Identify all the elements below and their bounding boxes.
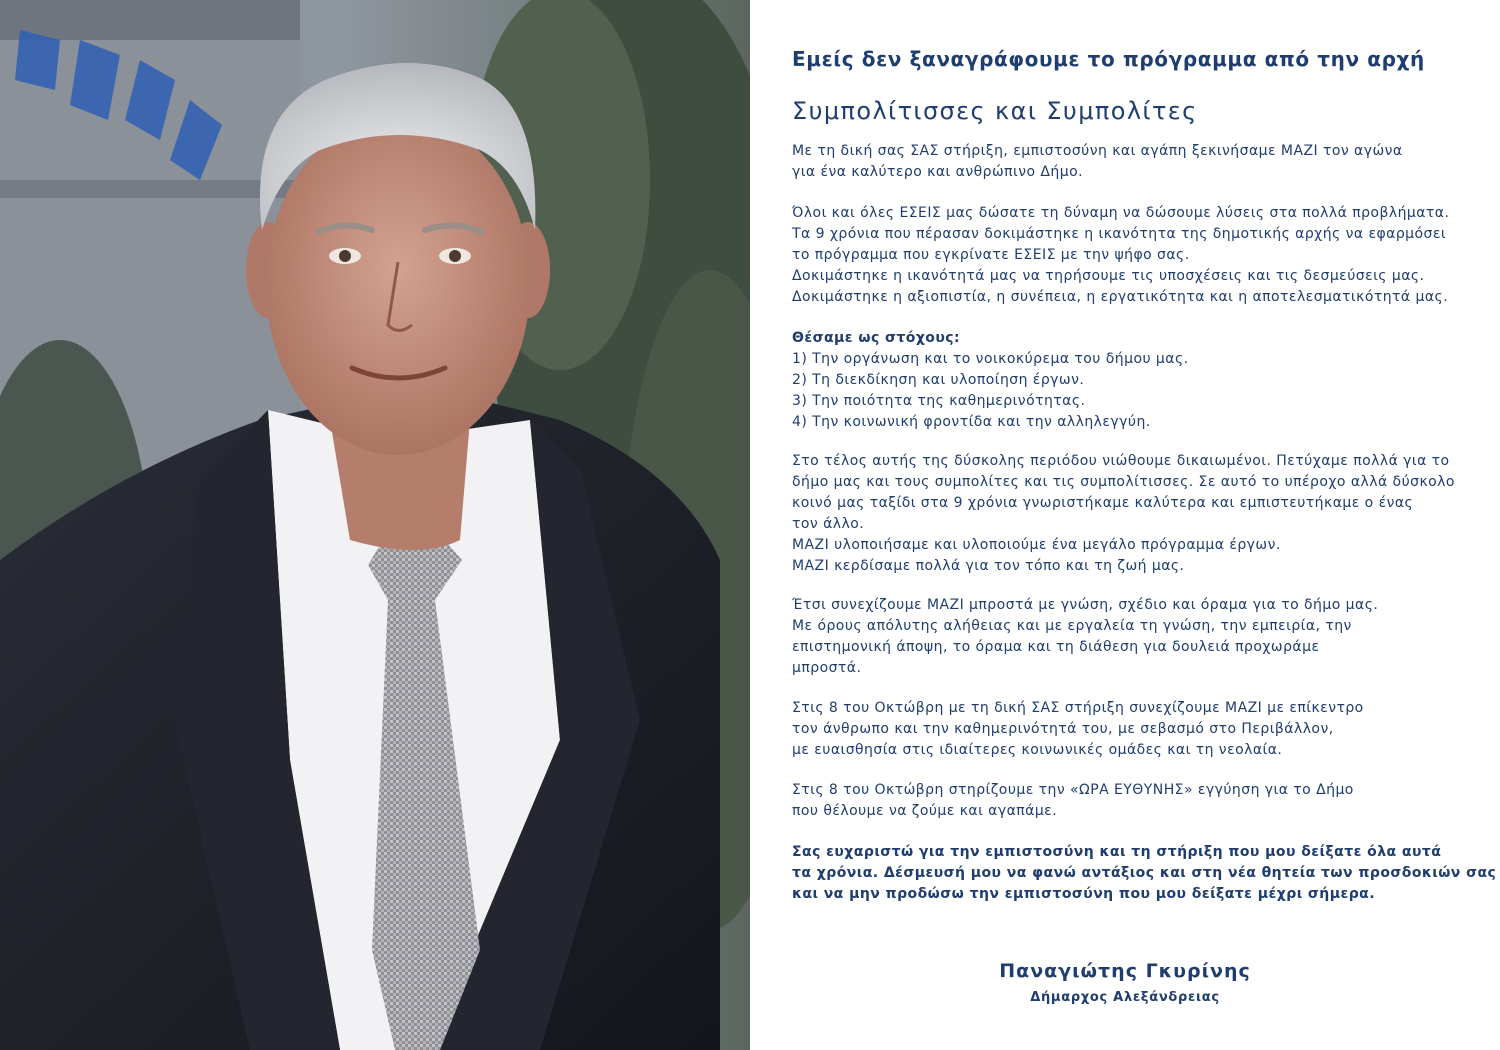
goals-heading: Θέσαμε ως στόχους: <box>792 330 961 346</box>
letter-title: Συμπολίτισσες και Συμπολίτες <box>792 97 1198 125</box>
letter-subtitle: Εμείς δεν ξαναγράφουμε το πρόγραμμα από την αρχή <box>792 47 1425 71</box>
goal-item: 1) Την οργάνωση και το νοικοκύρεμα του δήμου μας. <box>792 351 1189 367</box>
signature-name: Παναγιώτης Γκυρίνης <box>999 960 1251 982</box>
paragraph-support: Με τη δική σας ΣΑΣ στήριξη, εμπιστοσύνη και αγάπη ξεκινήσαμε ΜΑΖΙ τον αγώνα για ένα καλύτερο και ανθρώπινο Δήμο. <box>792 143 1403 180</box>
paragraph-election-date: Στις 8 του Οκτώβρη με τη δική ΣΑΣ στήριξη συνεχίζουμε ΜΑΖΙ με επίκεντρο τον άνθρωπο και την καθημερινότητά του, με σεβασμό στο Περιβάλλον, με ευαισθησία στις ιδιαίτερες κοινωνικές ομάδες και τη νεολαία. <box>792 700 1364 758</box>
paragraph-thanks: Σας ευχαριστώ για την εμπιστοσύνη και τη στήριξη που μου δείξατε όλα αυτά τα χρόνια. Δέσμευσή μου να φανώ αντάξιος και στη νέα θητεία των προσδοκιών σας και να μην προδώσω την εμπιστοσύνη που μου δείξατε μέχρι σήμερα. <box>792 844 1497 902</box>
letter-text-panel <box>750 0 1500 1050</box>
goals-list <box>792 328 1189 433</box>
signature-role: Δήμαρχος Αλεξάνδρειας <box>1030 990 1220 1005</box>
goal-item: 4) Την κοινωνική φροντίδα και την αλληλεγγύη. <box>792 414 1151 430</box>
paragraph-vision: Έτσι συνεχίζουμε ΜΑΖΙ μπροστά με γνώση, σχέδιο και όραμα για το δήμο μας. Με όρους απόλυτης αλήθειας και με εργαλεία τη γνώση, την εμπειρία, την επιστημονική άποψη, το όραμα και τη διάθεση για δουλειά προχωράμε μπροστά. <box>792 597 1379 676</box>
paragraph-record: Όλοι και όλες ΕΣΕΙΣ μας δώσατε τη δύναμη να δώσουμε λύσεις στα πολλά προβλήματα. Τα 9 χρόνια που πέρασαν δοκιμάστηκε η ικανότητα της δημοτικής αρχής να εφαρμόσει το πρόγραμμα που εγκρίνατε ΕΣΕΙΣ με την ψήφο σας. Δοκιμάστηκε η ικανότητά μας να τηρήσουμε τις υποσχέσεις και τις δεσμεύσεις μας. Δοκιμάστηκε η αξιοπιστία, η συνέπεια, η εργατικότητα και η αποτελεσματικότητά μας. <box>792 205 1450 305</box>
paragraph-support-call: Στις 8 του Οκτώβρη στηρίζουμε την «ΩΡΑ ΕΥΘΥΝΗΣ» εγγύηση για το Δήμο που θέλουμε να ζούμε και αγαπάμε. <box>792 782 1354 819</box>
goal-item: 2) Τη διεκδίκηση και υλοποίηση έργων. <box>792 372 1085 388</box>
goal-item: 3) Την ποιότητα της καθημερινότητας. <box>792 393 1086 409</box>
signature-block <box>750 960 1500 1005</box>
paragraph-achievements: Στο τέλος αυτής της δύσκολης περιόδου νιώθουμε δικαιωμένοι. Πετύχαμε πολλά για το δήμο μας και τους συμπολίτες και τις συμπολίτισσες. Σε αυτό το υπέροχο αλλά δύσκολο κοινό μας ταξίδι στα 9 χρόνια γνωριστήκαμε καλύτερα και εμπιστευτήκαμε ο ένας τον άλλο. ΜΑΖΙ υλοποιήσαμε και υλοποιούμε ένα μεγάλο πρόγραμμα έργων. ΜΑΖΙ κερδίσαμε πολλά για τον τόπο και τη ζωή μας. <box>792 453 1455 574</box>
face <box>266 115 530 455</box>
